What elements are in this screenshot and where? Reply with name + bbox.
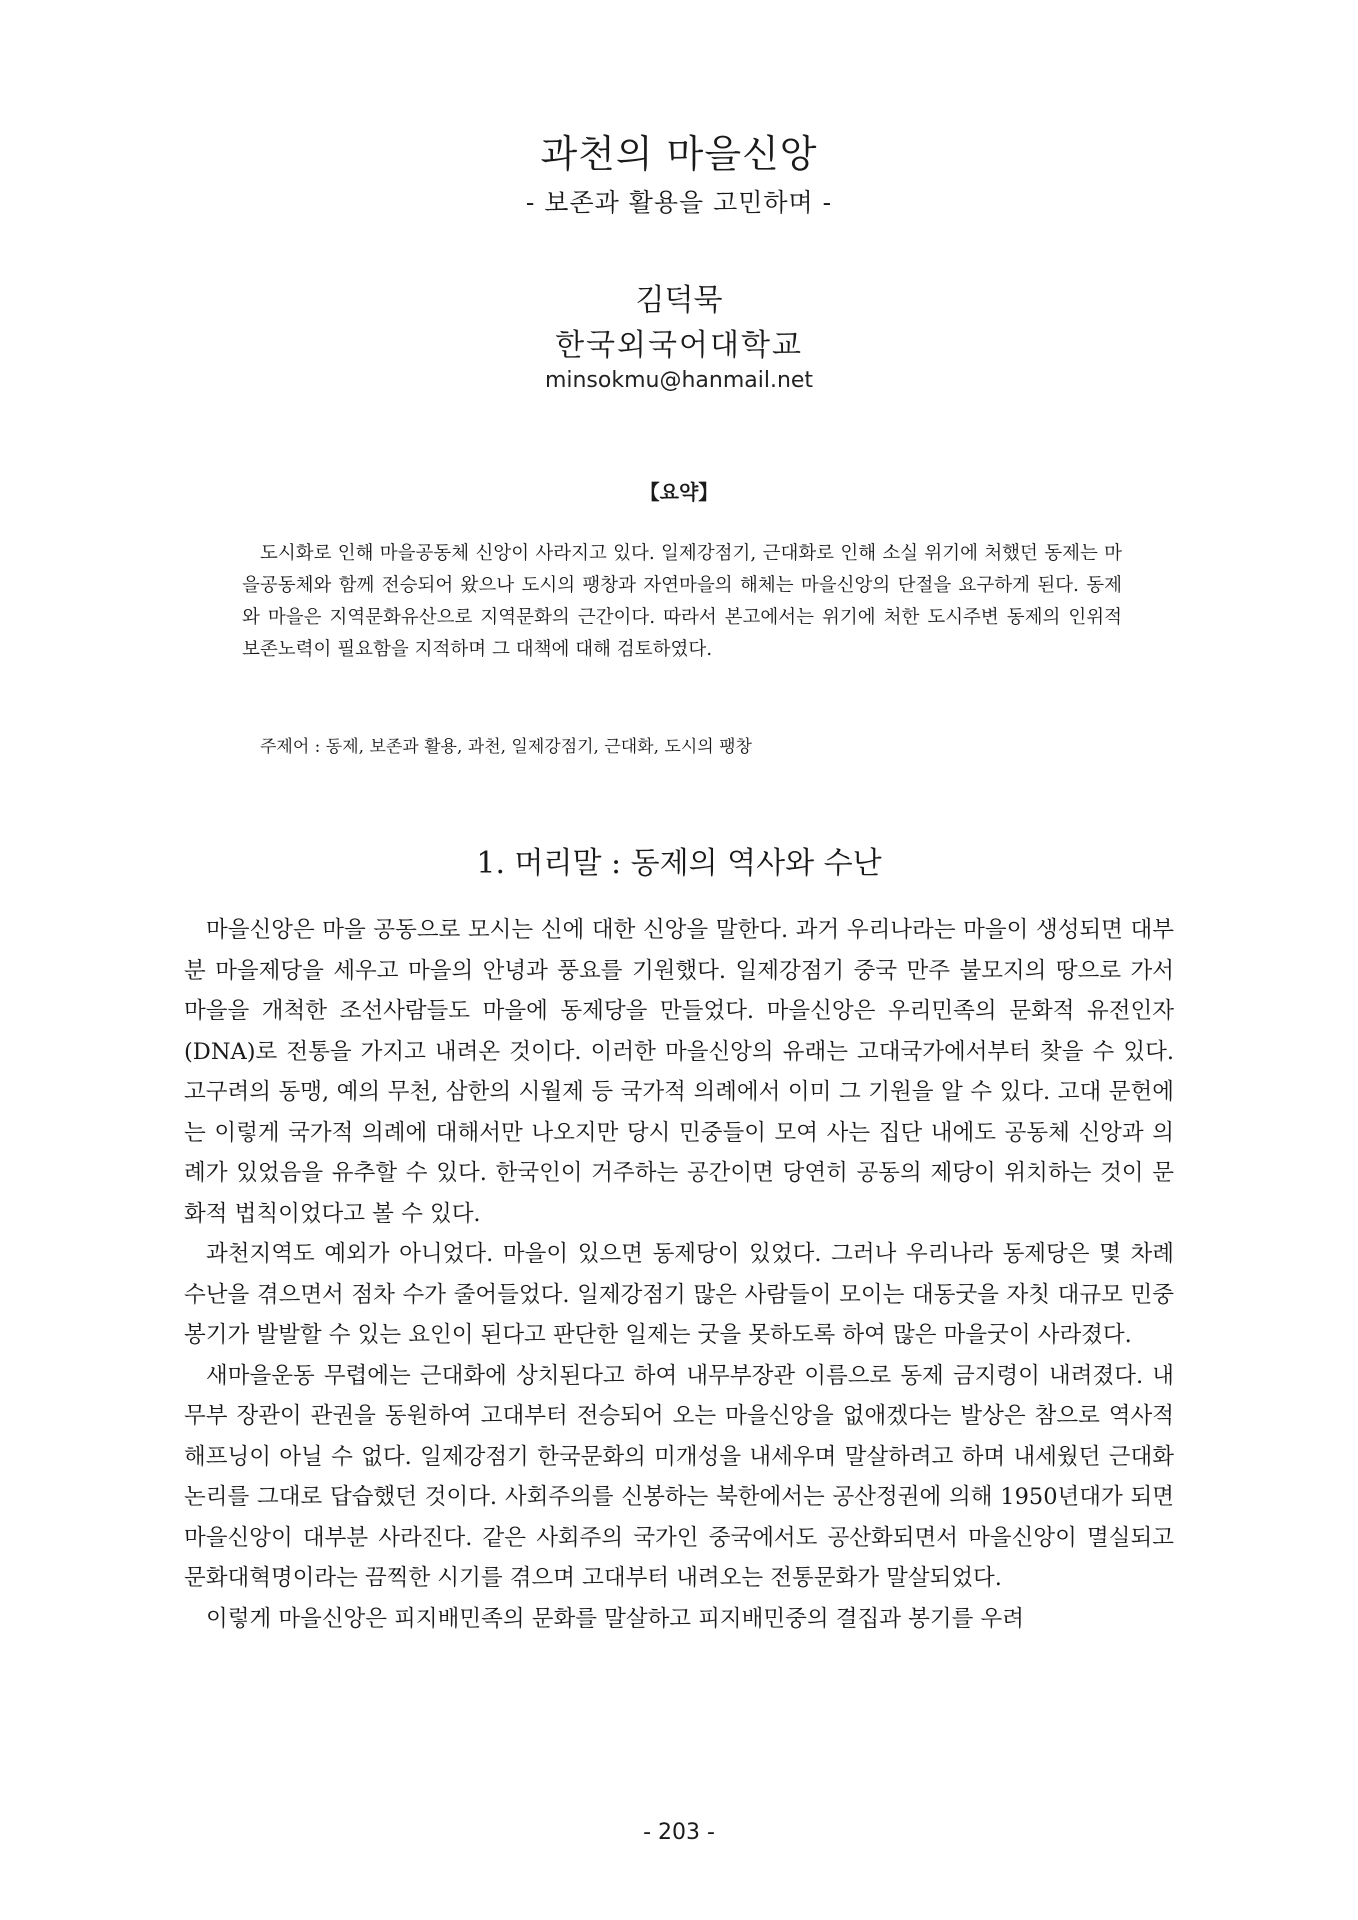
keywords: 주제어 : 동제, 보존과 활용, 과천, 일제강점기, 근대화, 도시의 팽창	[260, 737, 752, 757]
paragraph: 과천지역도 예외가 아니었다. 마을이 있으면 동제당이 있었다. 그러나 우리나라 동제당은 몇 차례 수난을 겪으면서 점차 수가 줄어들었다. 일제강점기 많은 사람들이 모이는 대동굿을 자칫 대규모 민중봉기가 발발할 수 있는 요인이 된다고 판단한 일제는 굿을 못하도록 하여 많은 마을굿이 사라졌다.	[184, 1241, 1174, 1348]
paragraph: 새마을운동 무렵에는 근대화에 상치된다고 하여 내무부장관 이름으로 동제 금지령이 내려졌다. 내무부 장관이 관권을 동원하여 고대부터 전승되어 오는 마을신앙을 없애겠다는 발상은 참으로 역사적 해프닝이 아닐 수 없다. 일제강점기 한국문화의 미개성을 내세우며 말살하려고 하며 내세웠던 근대화 논리를 그대로 답습했던 것이다. 사회주의를 신봉하는 북한에서는 공산정권에 의해 1950년대가 되면 마을신앙이 대부분 사라진다. 같은 사회주의 국가인 중국에서도 공산화되면서 마을신앙이 멸실되고 문화대혁명이라는 끔찍한 시기를 겪으며 고대부터 내려오는 전통문화가 말살되었다.	[184, 1362, 1174, 1591]
author-email: minsokmu@hanmail.net	[544, 368, 814, 393]
paper-subtitle: - 보존과 활용을 고민하며 -	[525, 188, 833, 217]
author-name: 김덕묵	[635, 283, 723, 318]
abstract-heading: 【요약】	[639, 480, 719, 504]
paragraph: 마을신앙은 마을 공동으로 모시는 신에 대한 신앙을 말한다. 과거 우리나라는 마을이 생성되면 대부분 마을제당을 세우고 마을의 안녕과 풍요를 기원했다. 일제강점기 중국 만주 불모지의 땅으로 가서 마을을 개척한 조선사람들도 마을에 동제당을 만들었다. 마을신앙은 우리민족의 문화적 유전인자(DNA)로 전통을 가지고 내려온 것이다. 이러한 마을신앙의 유래는 고대국가에서부터 찾을 수 있다. 고구려의 동맹, 예의 무천, 삼한의 시월제 등 국가적 의례에서 이미 그 기원을 알 수 있다. 고대 문헌에는 이렇게 국가적 의례에 대해서만 나오지만 당시 민중들이 모여 사는 집단 내에도 공동체 신앙과 의례가 있었음을 유추할 수 있다. 한국인이 거주하는 공간이면 당연히 공동의 제당이 위치하는 것이 문화적 법칙이었다고 볼 수 있다.	[184, 917, 1174, 1227]
body-text	[184, 910, 1174, 1639]
section-heading: 1. 머리말 : 동제의 역사와 수난	[476, 846, 882, 881]
abstract-text: 도시화로 인해 마을공동체 신앙이 사라지고 있다. 일제강점기, 근대화로 인해 소실 위기에 처했던 동제는 마을공동체와 함께 전승되어 왔으나 도시의 팽창과 자연마을의 해체는 마을신앙의 단절을 요구하게 된다. 동제와 마을은 지역문화유산으로 지역문화의 근간이다. 따라서 본고에서는 위기에 처한 도시주변 동제의 인위적 보존노력이 필요함을 지적하며 그 대책에 대해 검토하였다.	[242, 543, 1122, 660]
paragraph: 이렇게 마을신앙은 피지배민족의 문화를 말살하고 피지배민중의 결집과 봉기를 우려	[206, 1605, 1024, 1632]
page-number: - 203 -	[643, 1820, 715, 1845]
paper-title: 과천의 마을신앙	[540, 132, 818, 176]
author-affiliation: 한국외국어대학교	[555, 328, 803, 363]
